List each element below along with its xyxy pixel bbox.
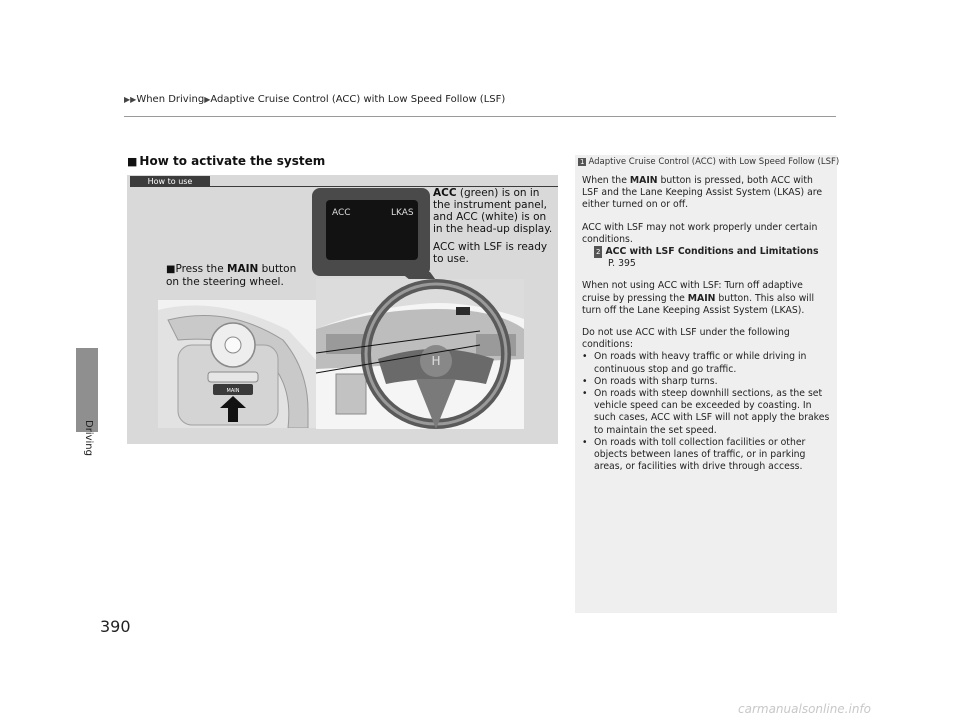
section-heading-text: How to activate the system [139,154,326,168]
square-bullet-icon: ■ [166,264,176,275]
list-item: • On roads with toll collection facilities or other objects between lanes of traffic, or in parking areas, or facilities with drive through access. [582,436,806,473]
list-item: • On roads with heavy traffic or while driving in continuous stop and go traffic. [582,351,807,375]
main-button-label: MAIN [226,388,240,394]
ref-page: P. 395 [608,258,636,270]
bullet-icon: • [582,351,588,363]
breadcrumb [124,94,505,105]
breadcrumb-separator-icon: ▶ [204,95,211,104]
acc-ready-description: ACC with LSF is ready to use. [433,241,548,265]
conditions-list [582,351,830,473]
bullet-icon: • [582,375,588,387]
list-item: • On roads with sharp turns. [582,375,718,387]
press-main-instruction [166,263,306,288]
breadcrumb-section[interactable]: When Driving [136,94,205,105]
note-icon: 1 [580,158,585,166]
header-rule [124,116,836,117]
svg-text:H: H [431,354,441,368]
breadcrumb-arrows-icon: ▶▶ [124,95,137,104]
square-bullet-icon: ■ [127,155,138,168]
hud-acc-indicator: ACC [332,208,351,218]
bullet-icon: • [582,388,588,400]
sidebar-paragraph-do-not-use: Do not use ACC with LSF under the following conditions: [582,327,790,351]
ref-arrow-icon: 2 [594,246,602,258]
press-text-after: button on the steering wheel. [166,263,297,288]
acc-bold-label: ACC [433,187,457,199]
connector-lines [300,325,500,385]
watermark-logo: carmanualsonline.info [738,702,872,716]
acc-desc-text: (green) is on in the instrument panel, and ACC (white) is on in the head-up display. [433,187,553,235]
list-item: • On roads with steep downhill sections, as the set vehicle speed can be exceeded by coasting. In such cases, ACC with LSF will not apply the brakes to maintain the set speed. [582,388,830,436]
hud-lkas-indicator: LKAS [391,208,414,218]
steering-wheel-closeup-image [158,300,316,428]
ref-title: ACC with LSF Conditions and Limitations [605,246,819,258]
breadcrumb-page[interactable]: Adaptive Cruise Control (ACC) with Low Speed Follow (LSF) [210,94,506,105]
sidebar-paragraph-turn-off: When not using ACC with LSF: Turn off adaptive cruise by pressing the MAIN button. This also will turn off the Lane Keeping Assist System (LKAS). [582,280,815,316]
bullet-icon: • [582,436,588,448]
sidebar-header [578,157,839,167]
press-main-bold: MAIN [227,263,259,275]
sidebar-paragraph-main: When the MAIN button is pressed, both ACC with LSF and the Lane Keeping Assist System (LKAS) are either turned on or off. [582,175,823,211]
hud-unit-icon [456,307,470,315]
sidebar-header-text: Adaptive Cruise Control (ACC) with Low Speed Follow (LSF) [588,157,840,167]
page-number: 390 [100,617,131,636]
sidebar-paragraph-conditions: ACC with LSF may not work properly under certain conditions. [582,221,818,245]
press-text-before: Press the [175,263,227,275]
section-heading [127,154,325,168]
acc-on-description [433,187,557,235]
sidebar-body [582,175,830,473]
how-to-use-tag: How to use [130,176,210,187]
chapter-tab-label: Driving [83,420,94,456]
cross-reference-link[interactable] [582,246,830,258]
